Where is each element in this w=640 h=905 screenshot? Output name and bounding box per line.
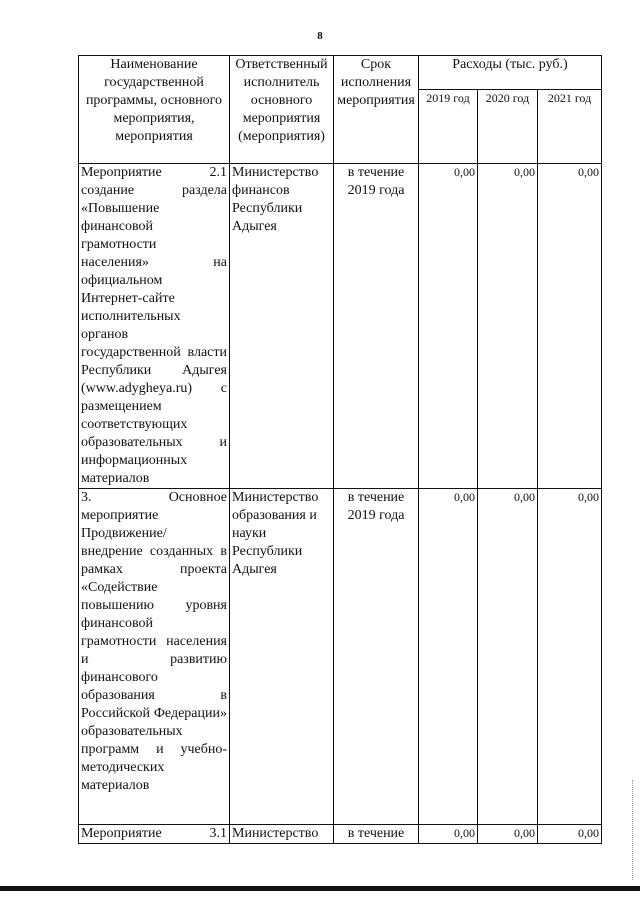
page-number: 8: [317, 30, 323, 42]
row-value-2019: 0,00: [419, 489, 478, 825]
table-row: [79, 825, 602, 844]
row-value-2020: 0,00: [478, 489, 538, 825]
row-name: Мероприятие 3.1: [79, 825, 230, 844]
header-row: [79, 56, 602, 90]
row-term: в течение 2019 года: [334, 164, 419, 489]
row-value-2020: 0,00: [478, 164, 538, 489]
header-expenses: Расходы (тыс. руб.): [419, 56, 602, 90]
row-responsible: Министерство: [230, 825, 334, 844]
row-value-2021: 0,00: [538, 489, 602, 825]
header-year-2019: 2019 год: [419, 90, 478, 164]
row-responsible: Министерство образования и науки Республики Адыгея: [230, 489, 334, 825]
row-term: в течение 2019 года: [334, 489, 419, 825]
header-year-2020: 2020 год: [478, 90, 538, 164]
row-value-2021: 0,00: [538, 825, 602, 844]
header-year-2021: 2021 год: [538, 90, 602, 164]
row-name: 3. Основное мероприятие Продвижение/внедрение созданных в рамках проекта «Содействие повышению уровня финансовой грамотности населения и развитию финансового образования в Российской Федерации» образовательных программ и учебно-методических материалов: [79, 489, 230, 825]
row-value-2021: 0,00: [538, 164, 602, 489]
header-responsible: Ответственный исполнитель основного мероприятия (мероприятия): [230, 56, 334, 164]
row-responsible: Министерство финансов Республики Адыгея: [230, 164, 334, 489]
header-name: Наименование государственной программы, основного мероприятия, мероприятия: [79, 56, 230, 164]
row-value-2019: 0,00: [419, 825, 478, 844]
program-table: [78, 55, 602, 844]
table-row: [79, 164, 602, 489]
row-value-2019: 0,00: [419, 164, 478, 489]
table-row: [79, 489, 602, 825]
bottom-rule: [0, 886, 640, 891]
scan-edge-marks: [632, 780, 635, 880]
header-term: Срок исполнения мероприятия: [334, 56, 419, 164]
row-name: Мероприятие 2.1 создание раздела «Повышение финансовой грамотности населения» на официальном Интернет-сайте исполнительных органов государственной власти Республики Адыгея (www.adygheya.ru) с размещением соответствующих образовательных и информационных материалов: [79, 164, 230, 489]
row-value-2020: 0,00: [478, 825, 538, 844]
row-term: в течение: [334, 825, 419, 844]
